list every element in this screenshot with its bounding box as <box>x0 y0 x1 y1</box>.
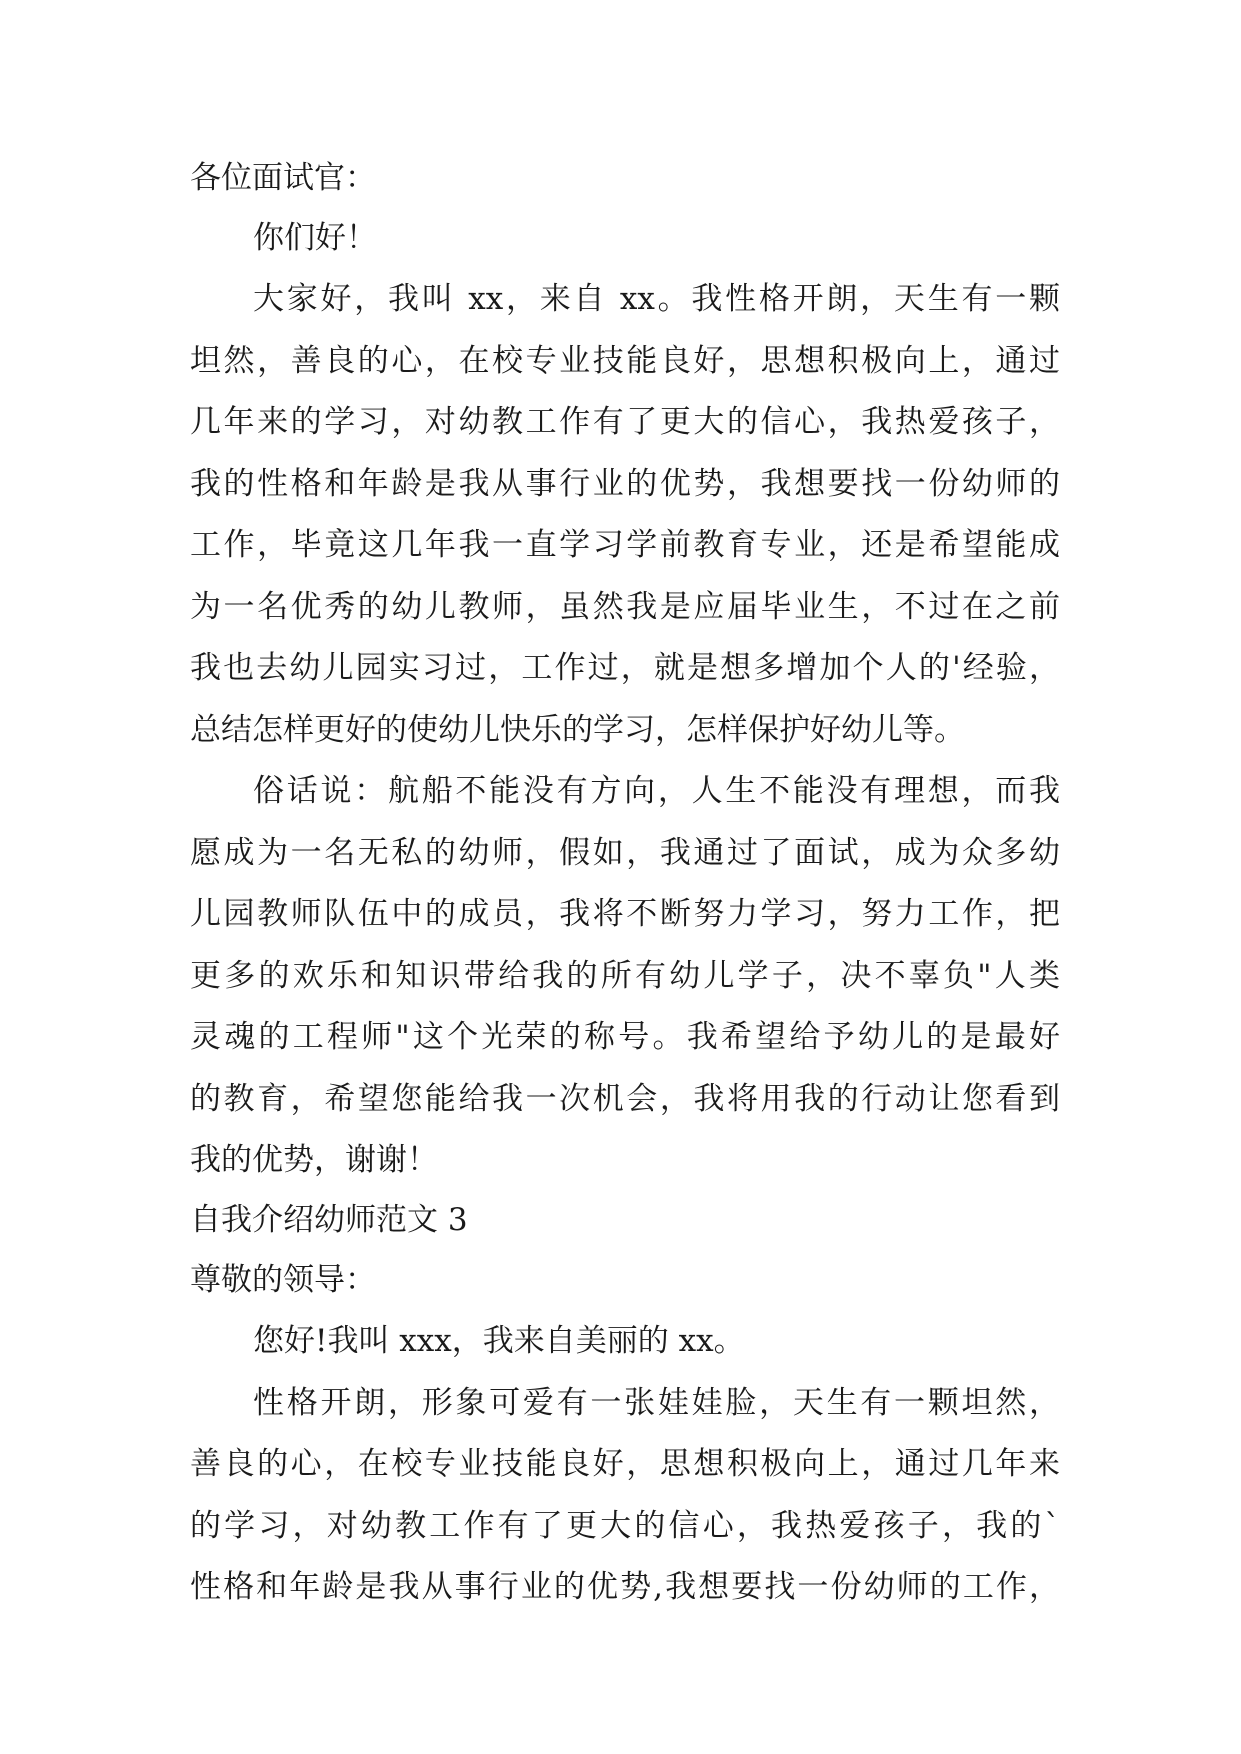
paragraph-line: 儿园教师队伍中的成员，我将不断努力学习，努力工作，把 <box>190 896 1060 932</box>
paragraph-line: 的学习，对幼教工作有了更大的信心，我热爱孩子，我的` <box>190 1508 1060 1544</box>
paragraph-line: 愿成为一名无私的幼师，假如，我通过了面试，成为众多幼 <box>190 835 1060 871</box>
paragraph-line: 更多的欢乐和知识带给我的所有幼儿学子，决不辜负"人类 <box>190 958 1060 994</box>
paragraph-line: 性格和年龄是我从事行业的优势,我想要找一份幼师的工作， <box>190 1569 1060 1605</box>
greeting-line: 你们好！ <box>253 220 377 256</box>
salutation-leaders: 尊敬的领导： <box>190 1262 376 1298</box>
paragraph-line: 总结怎样更好的使幼儿快乐的学习，怎样保护好幼儿等。 <box>190 712 965 748</box>
paragraph-line: 为一名优秀的幼儿教师，虽然我是应届毕业生，不过在之前 <box>190 589 1060 625</box>
salutation-interviewers: 各位面试官： <box>190 160 376 196</box>
section-heading: 自我介绍幼师范文 3 <box>190 1202 468 1238</box>
paragraph-line: 俗话说：航船不能没有方向，人生不能没有理想，而我 <box>253 773 1060 809</box>
paragraph-line: 的教育，希望您能给我一次机会，我将用我的行动让您看到 <box>190 1081 1060 1117</box>
paragraph-line: 性格开朗，形象可爱有一张娃娃脸，天生有一颗坦然， <box>253 1385 1060 1421</box>
paragraph-line: 善良的心，在校专业技能良好，思想积极向上，通过几年来 <box>190 1446 1060 1482</box>
paragraph-line: 我的性格和年龄是我从事行业的优势，我想要找一份幼师的 <box>190 466 1060 502</box>
paragraph-line: 灵魂的工程师"这个光荣的称号。我希望给予幼儿的是最好 <box>190 1019 1060 1055</box>
paragraph-line: 我也去幼儿园实习过，工作过，就是想多增加个人的'经验， <box>190 650 1060 686</box>
paragraph-line: 几年来的学习，对幼教工作有了更大的信心，我热爱孩子， <box>190 404 1060 440</box>
paragraph-line: 我的优势，谢谢！ <box>190 1142 438 1178</box>
greeting-line: 您好!我叫 xxx，我来自美丽的 xx。 <box>253 1323 745 1359</box>
paragraph-line: 坦然，善良的心，在校专业技能良好，思想积极向上，通过 <box>190 343 1060 379</box>
paragraph-line: 工作，毕竟这几年我一直学习学前教育专业，还是希望能成 <box>190 527 1060 563</box>
paragraph-line: 大家好，我叫 xx，来自 xx。我性格开朗，天生有一颗 <box>253 281 1060 317</box>
